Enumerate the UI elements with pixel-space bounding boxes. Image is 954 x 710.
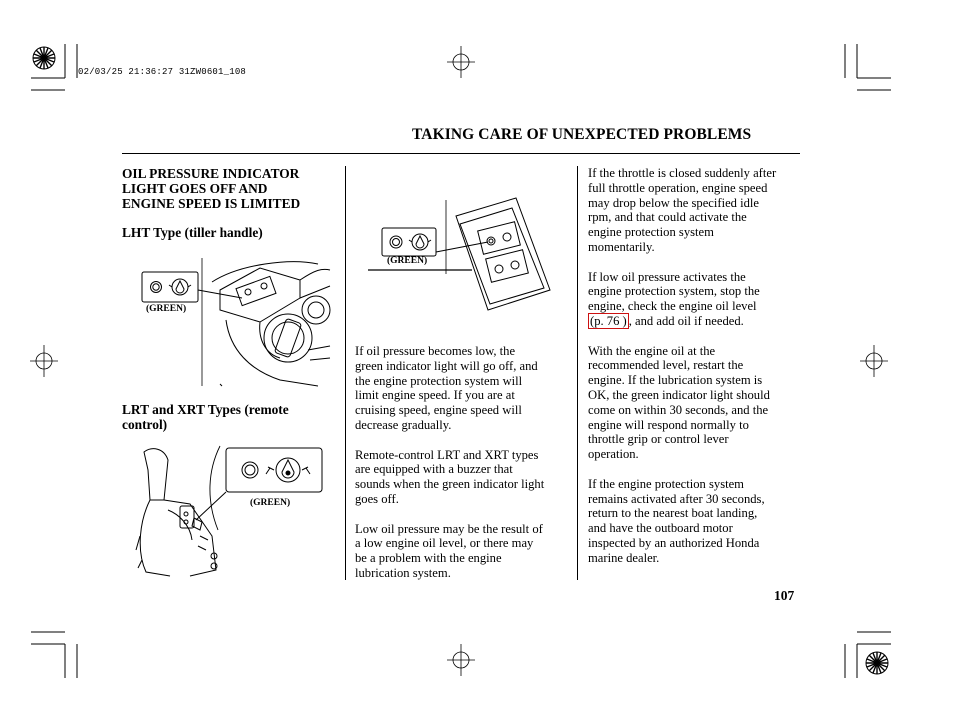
fig1-caption: (GREEN) — [146, 304, 187, 314]
col2-paragraph-1: If oil pressure becomes low, the green indicator light will go off, and the engine protection system will limit engine speed. If you are at cruising speed, engine speed will decrease gradually. — [355, 344, 538, 432]
tiller-handle-illustration — [140, 250, 340, 390]
starburst-mark-bottom-right — [866, 652, 888, 674]
fig2-caption: (GREEN) — [250, 498, 291, 508]
page-reference-link[interactable]: (p. 76 ) — [590, 313, 627, 328]
col2-paragraph-2: Remote-control LRT and XRT types are equipped with a buzzer that sounds when the green indicator light goes off. — [355, 447, 545, 506]
header-rule — [122, 153, 800, 154]
registration-mark-left — [30, 345, 58, 377]
section-heading: OIL PRESSURE INDICATOR LIGHT GOES OFF AND ENGINE SPEED IS LIMITED — [122, 166, 301, 211]
page-number: 107 — [774, 588, 795, 603]
col3-paragraph-2: If low oil pressure activates the engine protection system, stop the engine, check the engine oil level (p. 76 ) , and add oil if needed. — [588, 269, 760, 328]
print-timestamp: 02/03/25 21:36:27 31ZW0601_108 — [78, 67, 247, 77]
col3-paragraph-4: If the engine protection system remains activated after 30 seconds, return to the nearest boat landing, and have the outboard motor inspected by an authorized Honda marine dealer. — [588, 476, 765, 565]
remote-control-illustration — [130, 440, 330, 580]
lht-subheading: LHT Type (tiller handle) — [122, 225, 263, 240]
col2-text — [355, 344, 571, 596]
registration-mark-right — [860, 345, 888, 377]
remote-panel-illustration — [360, 180, 560, 320]
page-title: TAKING CARE OF UNEXPECTED PROBLEMS — [412, 126, 752, 143]
col3-text — [588, 166, 804, 580]
column-divider-2 — [577, 166, 578, 580]
col3-paragraph-1: If the throttle is closed suddenly after full throttle operation, engine speed may drop below the specified idle rpm, and that could activate the engine protection system momentarily. — [588, 166, 777, 254]
lrt-xrt-subheading: LRT and XRT Types (remote control) — [122, 402, 289, 432]
registration-mark-top — [447, 46, 475, 78]
col3-paragraph-3: With the engine oil at the recommended level, restart the engine. If the lubrication system is OK, the green indicator light should come on within 30 seconds, and the engine will respond normally to throttle grip or control lever operation. — [588, 343, 770, 462]
col2-paragraph-3: Low oil pressure may be the result of a low engine oil level, or there may be a problem with the engine lubrication system. — [355, 521, 543, 580]
column-divider-1 — [345, 166, 346, 580]
registration-mark-bottom — [447, 644, 475, 676]
fig3-caption: (GREEN) — [387, 256, 428, 266]
starburst-mark-top-left — [33, 47, 55, 69]
